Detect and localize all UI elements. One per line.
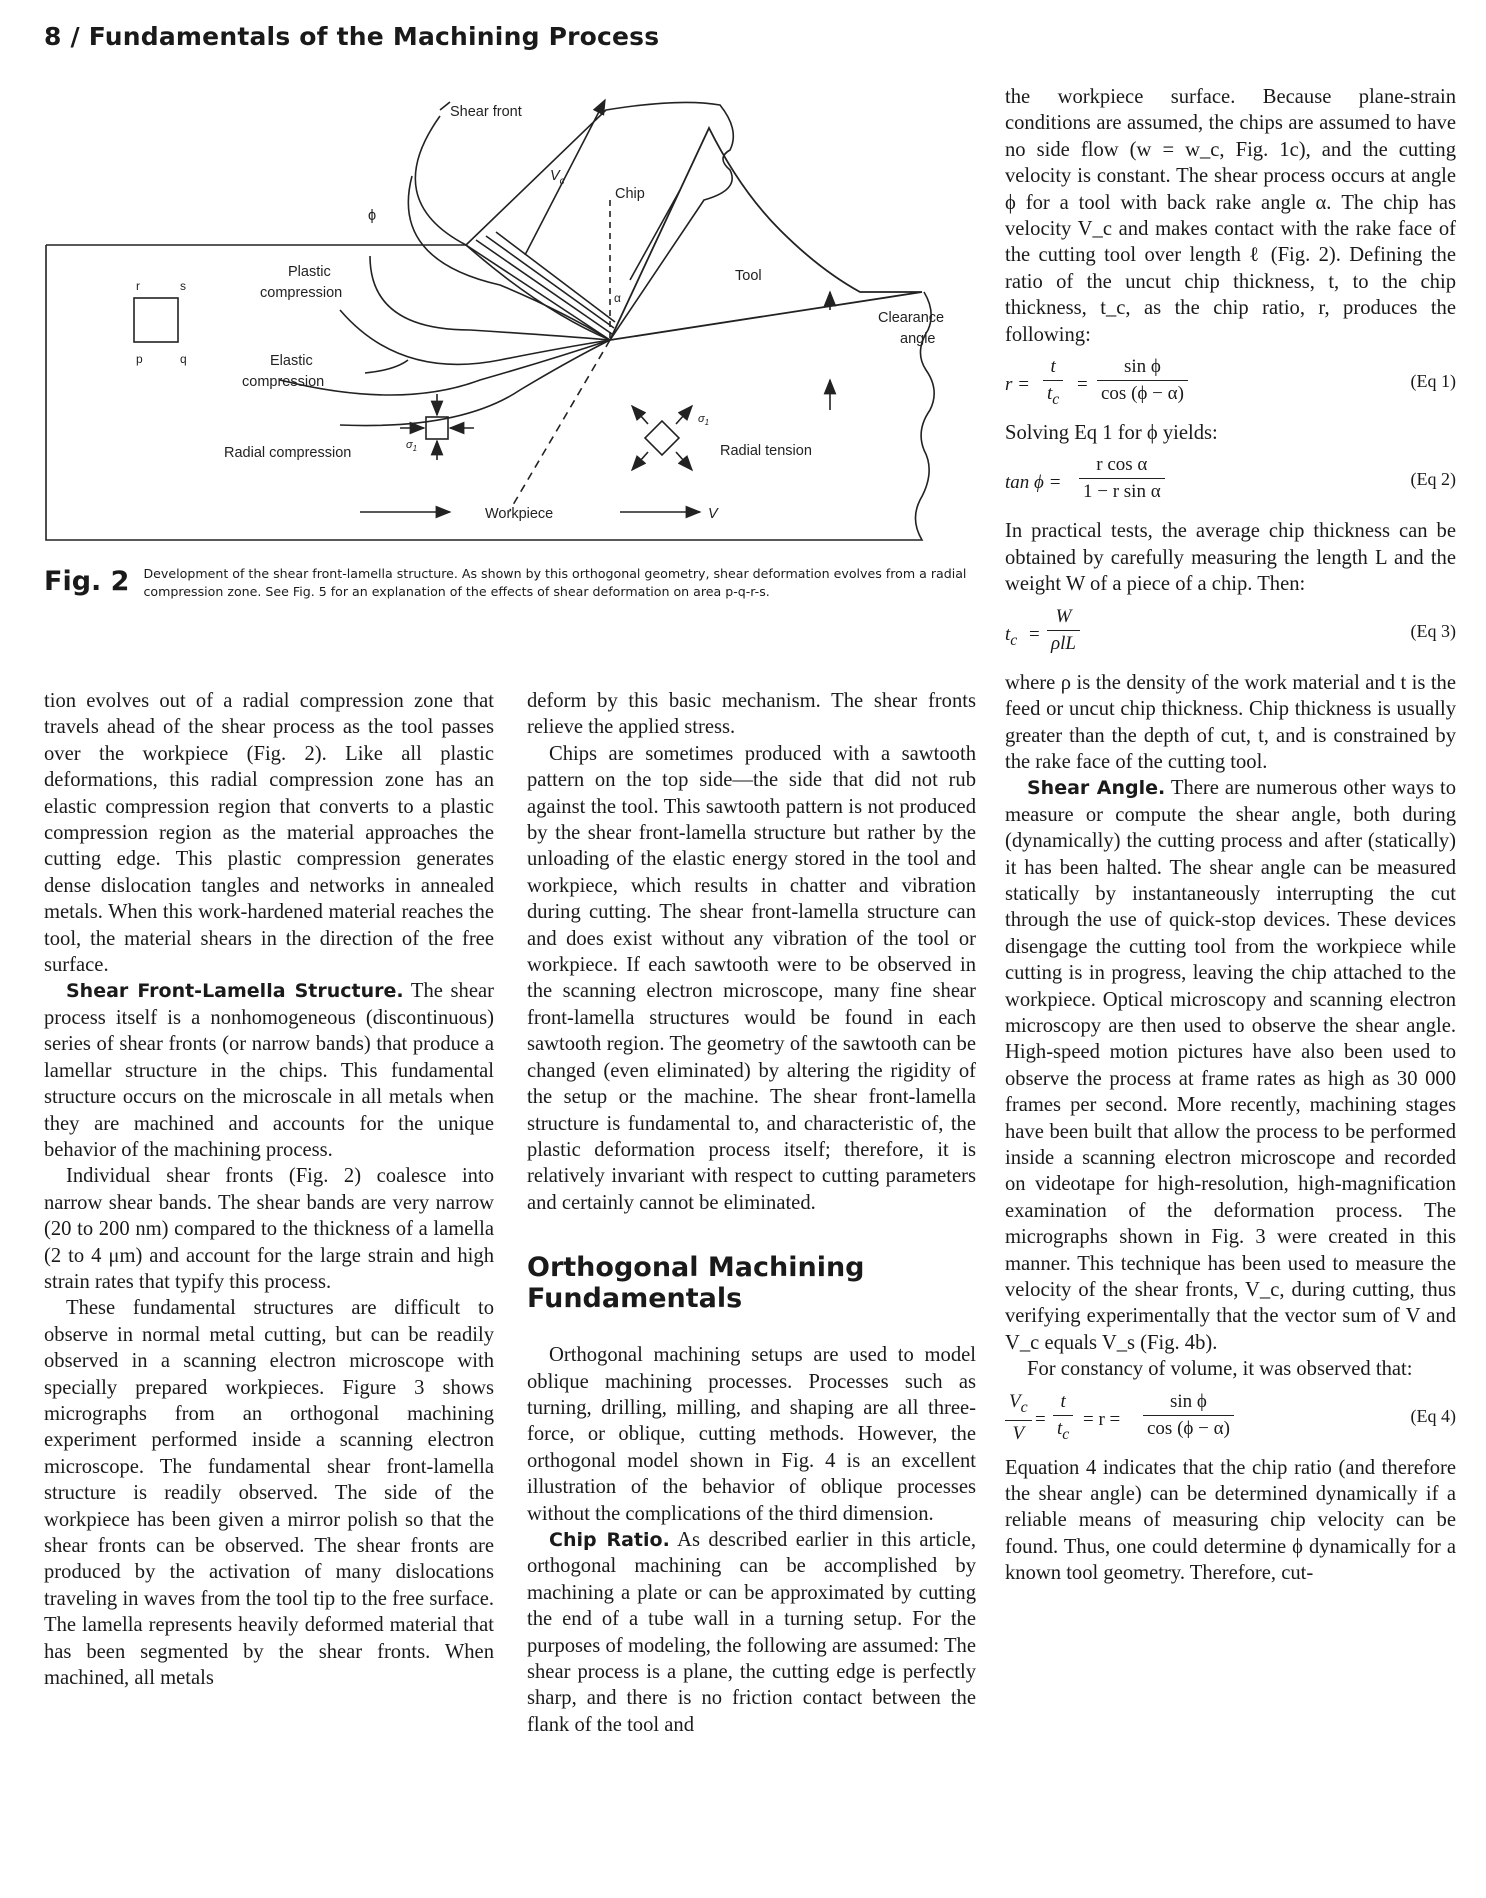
label-radial-compression: Radial compression (224, 445, 352, 461)
label-angle: angle (900, 331, 936, 347)
paragraph: deform by this basic mechanism. The shear fronts relieve the applied stress. (527, 690, 976, 739)
label-elastic-compression: compression (242, 374, 325, 390)
label-p: p (136, 352, 143, 366)
paragraph-text: The shear process itself is a nonhomogeneous (discontinuous) series of shear fronts (or narrow bands) that produce a lamellar structure in the chips. This fundamental structure occurs on the microscale in all metals when they are machined and accounts for the unique behavior of the machining process. (44, 980, 494, 1161)
label-shear-front: Shear front (450, 104, 522, 120)
run-in-heading: Shear Front-Lamella Structure. (66, 980, 404, 1003)
label-vc: $V_c$ (550, 168, 565, 187)
shear-front-curve (415, 116, 610, 340)
eq1-lhs: r = (1005, 374, 1030, 396)
paragraph: Orthogonal machining setups are used to model oblique machining processes. Processes such as turning, drilling, milling, and shaping are all three-force, or oblique, cutting methods. However, the orthogonal model shown in Fig. 4 is an excellent illustration of the behavior of oblique processes without the complications of the third dimension. (527, 1344, 976, 1525)
label-elastic: Elastic (270, 353, 313, 369)
figure-caption-text: Development of the shear front-lamella structure. As shown by this orthogonal geometry, shear deformation evolves from a radial compression zone. See Fig. 5 for an explanation of the effects of shear deformation on area p-q-r-s. (143, 566, 967, 599)
label-tool: Tool (735, 268, 762, 284)
paragraph: Individual shear fronts (Fig. 2) coalesce into narrow shear bands. The shear bands are very narrow (20 to 200 nm) compared to the thickness of a lamella (2 to 4 μm) and account for the large strain and high strain rates that typify this process. (44, 1165, 494, 1293)
eq3-number: (Eq 3) (1410, 620, 1456, 641)
paragraph-text: As described earlier in this article, orthogonal machining can be accomplished by machining a plate or can be approximated by cutting the end of a tube wall in a turning setup. For the purposes of modeling, the following are assumed: The shear process is a plane, the cutting edge is perfectly sharp, and there is no friction contact between the flank of the tool and (527, 1528, 976, 1736)
label-q: q (180, 352, 187, 366)
shear-front-diagram (40, 80, 990, 550)
label-alpha: α (614, 291, 621, 305)
label-radial-tension: Radial tension (720, 443, 812, 459)
equation-2: tan ϕ = $\frac{\text{r cos α}}{\text{1 − r sin α}}$ (Eq 2) (1005, 454, 1456, 503)
equation-3: $t_c$ = W ρlL (Eq 3) (1005, 605, 1456, 654)
eq1-fraction-b: $\frac{\text{sin ϕ}}{\cos (\phi - \alpha)}$ (1097, 354, 1188, 407)
radial-tension-element (645, 421, 679, 455)
element-pqrs (134, 298, 178, 342)
tool-outline (610, 128, 922, 340)
paragraph: tion evolves out of a radial compression zone that travels ahead of the shear process as the tool passes over the workpiece (Fig. 2). Like all plastic deformations, this radial compression zone has an elastic compression region that converts to a plastic compression region as the material approaches the cutting edge. This plastic compression generates dense dislocation tangles and networks in annealed metals. When this work-hardened material reaches the tool, the material shears in the direction of the free surface. (44, 690, 494, 977)
label-clearance: Clearance (878, 310, 945, 326)
eq4-number: (Eq 4) (1410, 1405, 1456, 1426)
label-plastic: Plastic (288, 264, 331, 280)
label-sigma-tension: $\sigma_1$ (698, 413, 710, 427)
eq1-fraction-a: $\frac{t}{t_c}$ (1043, 354, 1063, 413)
paragraph: Solving Eq 1 for ϕ yields: (1005, 422, 1218, 445)
equation-4: $\frac{V_c}{V}$ = $\frac{t}{t_c}$ = r = $\frac{\text{sin ϕ}}{\cos (\phi - \alpha)}$ (Eq 4) (1005, 1389, 1456, 1449)
paragraph: In practical tests, the average chip thickness can be obtained by carefully measuring the length L and the weight W of a piece of a chip. Then: (1005, 520, 1456, 596)
text-column-3 (1005, 84, 1456, 1587)
run-in-heading: Shear Angle. (1027, 777, 1166, 800)
figure-number: Fig. 2 (44, 566, 130, 597)
label-plastic-compression: compression (260, 285, 343, 301)
label-chip: Chip (615, 186, 645, 202)
chip-outline (466, 102, 733, 340)
paragraph: the workpiece surface. Because plane-strain conditions are assumed, the chips are assumed to have no side flow (w = w_c, Fig. 1c), and the cutting velocity is constant. The shear process occurs at angle ϕ for a tool with back rake angle α. The chip has velocity V_c and makes contact with the rake face of the cutting tool over length ℓ (Fig. 2). Defining the ratio of the uncut chip thickness, t, to the chip thickness, t_c, as the chip ratio, r, produces the following: (1005, 86, 1456, 346)
paragraph: where ρ is the density of the work material and t is the feed or uncut chip thickness. Chip thickness is usually greater than the depth of cut, t, and is constrained by the rake face of the cutting tool. (1005, 671, 1456, 773)
label-phi: ϕ (368, 208, 377, 224)
label-r: r (136, 279, 140, 293)
label-s: s (180, 279, 186, 293)
eq1-number: (Eq 1) (1410, 371, 1456, 392)
figure-2-diagram (40, 80, 990, 550)
label-workpiece: Workpiece (485, 506, 554, 522)
figure-caption (44, 565, 974, 601)
paragraph: These fundamental structures are difficult to observe in normal metal cutting, but can be readily observed in a scanning electron microscope with specially prepared workpieces. Figure 3 shows micrographs from an orthogonal machining experiment performed inside a scanning electron microscope. The fundamental shear front-lamella structure is readily observed. The side of the workpiece has been given a mirror polish so that the shear fronts can be observed. The shear fronts are produced by the activation of many dislocations traveling in waves from the tool tip to the free surface. The lamella represents heavily deformed material that has been segmented by the shear fronts. When machined, all metals (44, 1297, 494, 1690)
label-v: V (708, 506, 718, 522)
paragraph: Equation 4 indicates that the chip ratio (and therefore the shear angle) can be determined dynamically if a reliable means of measuring chip velocity can be found. Thus, one could determine ϕ dynamically for a known tool geometry. Therefore, cut- (1005, 1456, 1456, 1585)
text-column-2 (527, 688, 976, 1738)
label-sigma-compression: $\sigma_1$ (406, 439, 418, 453)
paragraph: Chips are sometimes produced with a sawtooth pattern on the top side—the side that did not rub against the tool. This sawtooth pattern is not produced by the shear front-lamella structure but rather by the unloading of the elastic energy stored in the tool and workpiece, which results in chatter and vibration during cutting. The shear front-lamella structure can and does exist without any vibration of the tool or workpiece. If each sawtooth were to be observed in the scanning electron microscope, many fine shear front-lamella structures would be found in each sawtooth region. The geometry of the sawtooth can be changed (even eliminated) by altering the rigidity of the setup or the machine. The shear front-lamella structure is fundamental to, and characteristic of, the plastic deformation process itself; therefore, it is relatively invariant with respect to cutting parameters and certainly cannot be eliminated. (527, 742, 976, 1214)
section-heading: Orthogonal Machining Fundamentals (527, 1252, 865, 1315)
paragraph (44, 978, 494, 1163)
equation-1: r = $\frac{t}{t_c}$ = $\frac{\text{sin ϕ}}{\cos (\phi - \alpha)}$ (Eq 1) (1005, 354, 1456, 414)
paragraph-text: There are numerous other ways to measure or compute the shear angle, both during (dynamically) the cutting process and after (statically) it has been halted. The shear angle can be measured statically by instantaneously interrupting the cut through the use of quick-stop devices. These devices disengage the cutting tool from the workpiece while cutting is in progress, leaving the chip attached to the workpiece. Optical microscopy and scanning electron microscopy are then used to observe the shear angle. High-speed motion pictures have also been used to observe the process at frame rates as high as 30 000 frames per second. More recently, machining stages have been built that allow the process to be performed inside a scanning electron microscope and recorded on videotape for high-resolution, high-magnification examination of the deformation process. The micrographs shown in Fig. 3 were created in this manner. This technique has been used to measure the velocity of the shear fronts, V_c, during cutting, thus verifying experimentally that the vector sum of V and V_c equals V_s (Fig. 4b). (1005, 777, 1456, 1354)
run-in-heading: Chip Ratio. (549, 1528, 670, 1551)
text-column-1 (44, 688, 494, 1691)
paragraph (1005, 775, 1456, 1356)
eq2-number: (Eq 2) (1410, 469, 1456, 490)
running-header: 8 / Fundamentals of the Machining Process (44, 22, 660, 51)
paragraph (527, 1527, 976, 1738)
paragraph: For constancy of volume, it was observed that: (1027, 1358, 1413, 1381)
